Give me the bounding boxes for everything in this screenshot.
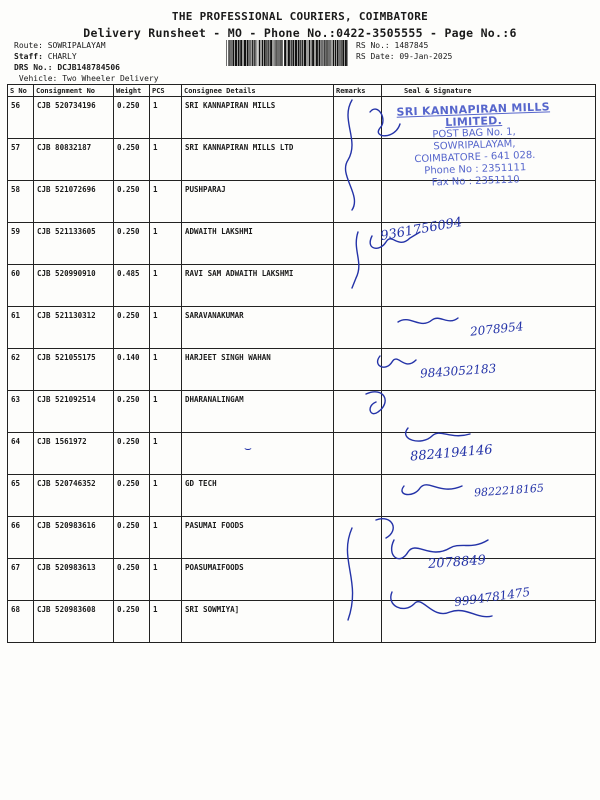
handwritten-phone-64: 8824194146 (409, 442, 494, 465)
cell-consignee: PASUMAI FOODS (182, 517, 334, 559)
cell-pcs: 1 (150, 349, 182, 391)
drs-value: DCJB148784506 (57, 63, 120, 72)
cell-consignment: CJB 520983616 (34, 517, 114, 559)
cell-sno: 67 (8, 559, 34, 601)
cell-consignment: CJB 521092514 (34, 391, 114, 433)
handwritten-phone-62: 9843052183 (419, 361, 497, 381)
handwritten-phone-68: 9994781475 (453, 584, 531, 610)
company-seal-stamp: SRI KANNAPIRAN MILLS LIMITED. POST BAG No. 1, SOWRIPALAYAM, COIMBATORE - 641 028. Phone No : 2351111 Fax No : 2351110 (396, 100, 551, 189)
tick-mark-64: ⌣ (244, 441, 252, 455)
rs-no-label: RS No.: (356, 41, 390, 50)
cell-consignee: RAVI SAM ADWAITH LAKSHMI (182, 265, 334, 307)
col-consignee: Consignee Details (182, 85, 334, 97)
cell-consignment: CJB 520734196 (34, 97, 114, 139)
cell-pcs: 1 (150, 391, 182, 433)
cell-weight: 0.250 (114, 517, 150, 559)
cell-pcs: 1 (150, 601, 182, 643)
signature-65 (402, 485, 462, 495)
vehicle-label: Vehicle: (18, 74, 58, 83)
cell-pcs: 1 (150, 181, 182, 223)
handwritten-phone-59: 9361756094 (379, 214, 464, 245)
remark-brace-56-58 (346, 100, 355, 210)
cell-consignment: CJB 521133605 (34, 223, 114, 265)
cell-weight: 0.140 (114, 349, 150, 391)
cell-weight: 0.250 (114, 475, 150, 517)
remark-brace-66-68 (347, 528, 352, 620)
signature-66 (376, 519, 393, 538)
cell-consignee: POASUMAIFOODS (182, 559, 334, 601)
cell-weight: 0.250 (114, 559, 150, 601)
cell-sno: 63 (8, 391, 34, 433)
cell-pcs: 1 (150, 433, 182, 475)
remark-brace-59-60 (352, 232, 359, 288)
cell-consignment: CJB 1561972 (34, 433, 114, 475)
cell-consignment: CJB 520990910 (34, 265, 114, 307)
cell-sno: 68 (8, 601, 34, 643)
cell-pcs: 1 (150, 139, 182, 181)
cell-sno: 65 (8, 475, 34, 517)
cell-consignment: CJB 520746352 (34, 475, 114, 517)
col-sno: S No (8, 85, 34, 97)
handwritten-phone-65: 9822218165 (473, 481, 545, 500)
cell-weight: 0.485 (114, 265, 150, 307)
cell-consignee: ADWAITH LAKSHMI (182, 223, 334, 265)
cell-pcs: 1 (150, 307, 182, 349)
cell-weight: 0.250 (114, 391, 150, 433)
cell-consignee: HARJEET SINGH WAHAN (182, 349, 334, 391)
cell-weight: 0.250 (114, 433, 150, 475)
cell-consignee: SRI KANNAPIRAN MILLS LTD (182, 139, 334, 181)
cell-sno: 56 (8, 97, 34, 139)
cell-sno: 66 (8, 517, 34, 559)
staff-label: Staff: (14, 52, 43, 61)
col-seal-signature: Seal & Signature (382, 85, 596, 97)
cell-consignment: CJB 521055175 (34, 349, 114, 391)
cell-sno: 62 (8, 349, 34, 391)
cell-consignment: CJB 521072696 (34, 181, 114, 223)
cell-consignee: SARAVANAKUMAR (182, 307, 334, 349)
cell-consignment: CJB 520983608 (34, 601, 114, 643)
signature-63 (366, 392, 385, 414)
cell-consignee: GD TECH (182, 475, 334, 517)
col-weight: Weight (114, 85, 150, 97)
staff-value: CHARLY (47, 52, 77, 61)
cell-pcs: 1 (150, 475, 182, 517)
route-value: SOWRIPALAYAM (47, 41, 106, 50)
cell-sno: 57 (8, 139, 34, 181)
cell-pcs: 1 (150, 265, 182, 307)
cell-consignment: CJB 520983613 (34, 559, 114, 601)
handwritten-phone-61: 2078954 (469, 319, 525, 339)
col-pcs: PCS (150, 85, 182, 97)
cell-weight: 0.250 (114, 601, 150, 643)
cell-consignee: SRI KANNAPIRAN MILLS (182, 97, 334, 139)
cell-sno: 59 (8, 223, 34, 265)
signature-64 (406, 428, 470, 441)
cell-weight: 0.250 (114, 307, 150, 349)
cell-consignment: CJB 521130312 (34, 307, 114, 349)
cell-consignment: CJB 80832187 (34, 139, 114, 181)
cell-weight: 0.250 (114, 97, 150, 139)
rs-date-label: RS Date: (356, 52, 395, 61)
cell-pcs: 1 (150, 97, 182, 139)
cell-pcs: 1 (150, 517, 182, 559)
runsheet-title: Delivery Runsheet - MO - Phone No.:0422-3505555 - Page No.:6 (83, 26, 517, 40)
company-title: THE PROFESSIONAL COURIERS, COIMBATORE (171, 10, 429, 23)
route-label: Route: (14, 41, 43, 50)
cell-sno: 61 (8, 307, 34, 349)
rs-date-value: 09-Jan-2025 (399, 52, 453, 61)
cell-pcs: 1 (150, 223, 182, 265)
cell-consignee: SRI SOWMIYA] (182, 601, 334, 643)
col-remarks: Remarks (334, 85, 382, 97)
cell-sno: 60 (8, 265, 34, 307)
cell-pcs: 1 (150, 559, 182, 601)
cell-consignee: PUSHPARAJ (182, 181, 334, 223)
col-consignment: Consignment No (34, 85, 114, 97)
cell-weight: 0.250 (114, 181, 150, 223)
cell-sno: 58 (8, 181, 34, 223)
signature-61 (398, 318, 458, 323)
cell-weight: 0.250 (114, 223, 150, 265)
drs-label: DRS No.: (14, 63, 53, 72)
signature-62 (378, 356, 416, 367)
vehicle-value: Two Wheeler Delivery (62, 74, 159, 83)
cell-consignee: DHARANALINGAM (182, 391, 334, 433)
rs-no-value: 1487845 (394, 41, 429, 50)
cell-weight: 0.250 (114, 139, 150, 181)
cell-sno: 64 (8, 433, 34, 475)
signature-56 (370, 109, 400, 136)
handwritten-phone-67: 2078849 (427, 552, 487, 573)
